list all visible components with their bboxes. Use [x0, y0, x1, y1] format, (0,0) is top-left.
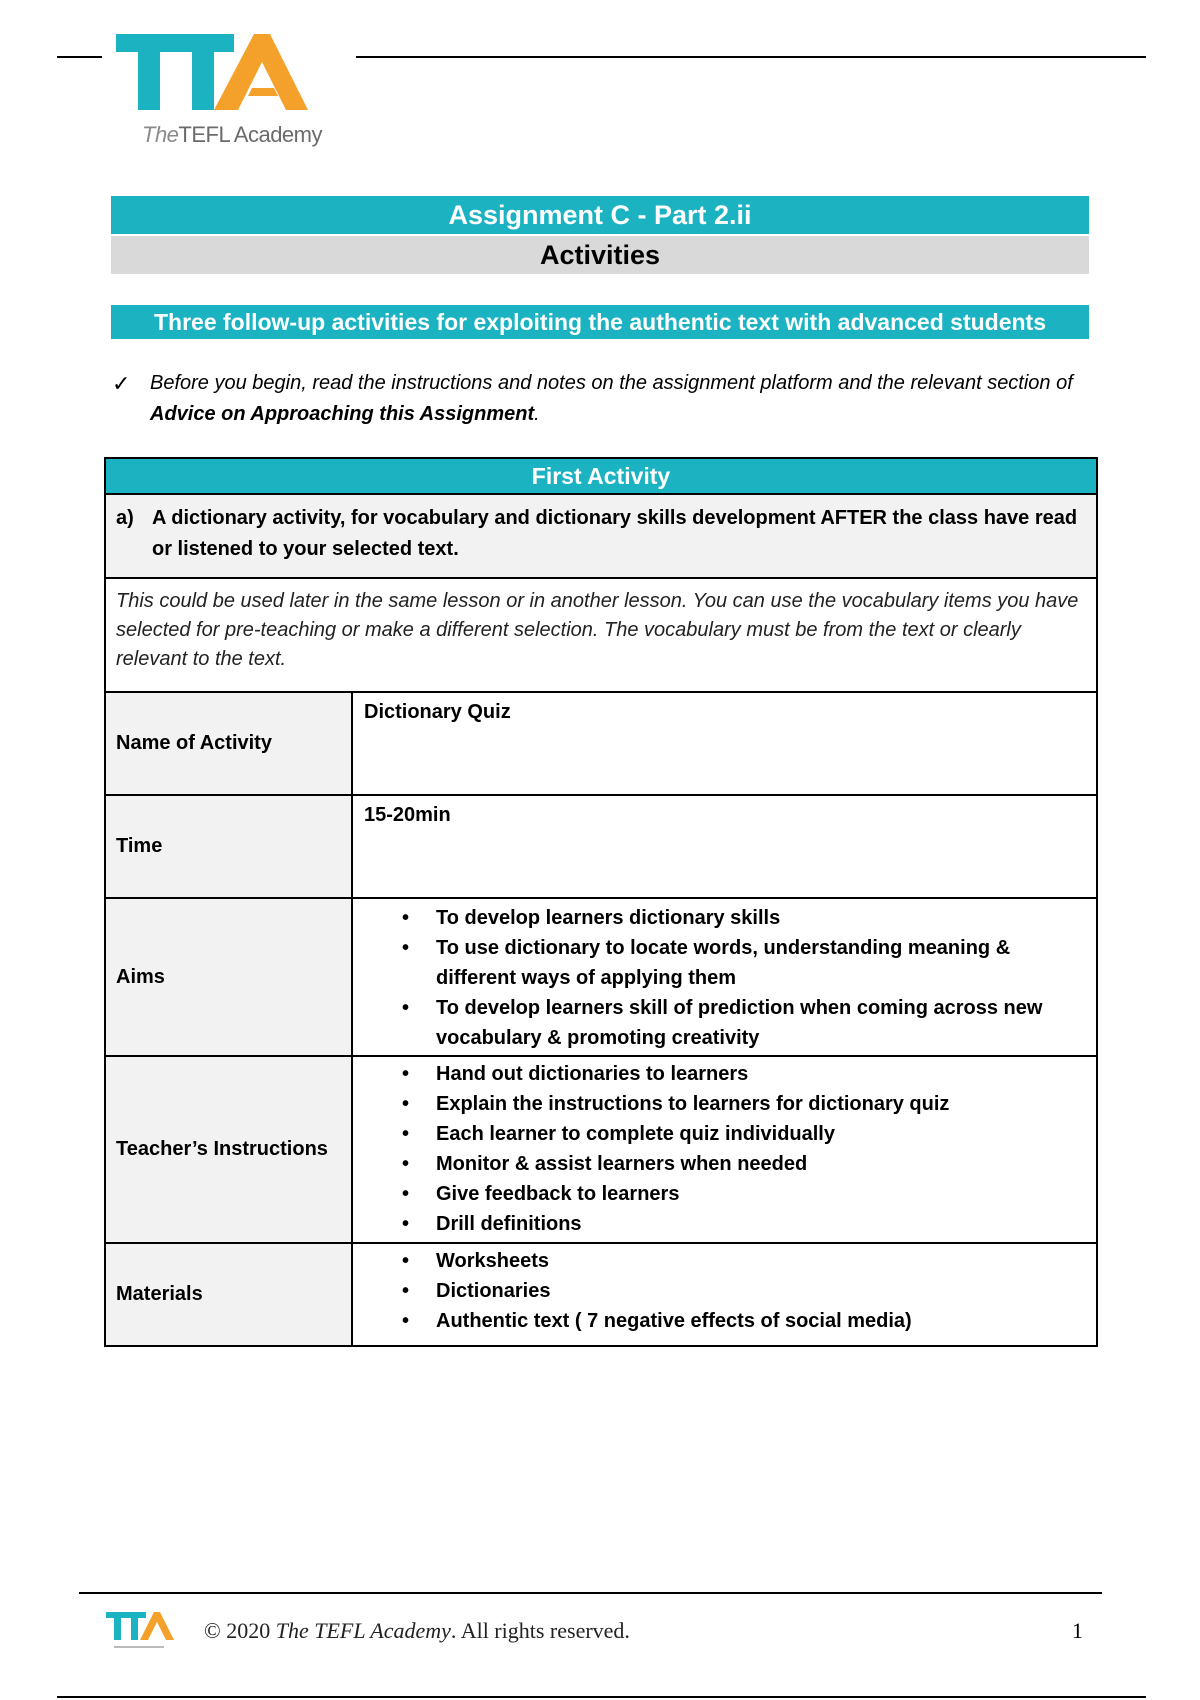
teachers-instructions-label: Teacher’s Instructions — [105, 1056, 352, 1243]
list-item: • Monitor & assist learners when needed — [402, 1153, 808, 1175]
list-item: • To develop learners dictionary skills — [402, 907, 781, 929]
instruction-note — [112, 368, 1092, 430]
name-of-activity-value: Dictionary Quiz — [352, 692, 1097, 795]
list-item: • To develop learners skill of prediction when coming across new vocabulary & promoting creativity — [402, 997, 1043, 1049]
footer-rule — [79, 1592, 1102, 1594]
aims-list — [364, 903, 1085, 1053]
materials-label: Materials — [105, 1243, 352, 1346]
list-item: • Authentic text ( 7 negative effects of social media) — [402, 1310, 912, 1332]
list-item: • Give feedback to learners — [402, 1183, 680, 1205]
assignment-title: Assignment C - Part 2.ii — [111, 196, 1089, 234]
aims-list-cell — [352, 898, 1097, 1056]
task-description: a) A dictionary activity, for vocabulary and dictionary skills development AFTER the class have read or listened to your selected text. — [105, 494, 1097, 578]
aims-label: Aims — [105, 898, 352, 1056]
instructions-list-cell — [352, 1056, 1097, 1243]
page-subtitle: Activities — [111, 236, 1089, 274]
note-text: Before you begin, read the instructions and notes on the assignment platform and the relevant section of Advice on Approaching this Assignment. — [150, 372, 1073, 425]
materials-list — [364, 1246, 1085, 1336]
list-item: • Drill definitions — [402, 1213, 582, 1235]
section-banner: Three follow-up activities for exploiting the authentic text with advanced students — [111, 305, 1089, 339]
tta-logo-icon — [102, 30, 354, 122]
tta-logo — [102, 30, 354, 152]
page-number: 1 — [1072, 1618, 1083, 1643]
copyright-text: © 2020 The TEFL Academy. All rights reserved. — [204, 1618, 630, 1643]
list-item: • Each learner to complete quiz individually — [402, 1123, 835, 1145]
name-of-activity-label: Name of Activity — [105, 692, 352, 795]
activity-guidance: This could be used later in the same lesson or in another lesson. You can use the vocabulary items you have selected for pre-teaching or make a different selection. The vocabulary must be from the text or clearly relevant to the text. — [105, 578, 1097, 692]
bottom-rule — [57, 1696, 1146, 1698]
checkmark-icon: ✓ — [112, 371, 131, 396]
list-item: • To use dictionary to locate words, understanding meaning & different ways of applying them — [402, 937, 1011, 989]
list-item: • Hand out dictionaries to learners — [402, 1063, 749, 1085]
materials-list-cell — [352, 1243, 1097, 1346]
list-item: • Worksheets — [402, 1250, 550, 1272]
logo-tagline: TheTEFL Academy — [142, 122, 322, 147]
header-rule-left — [57, 56, 102, 58]
activity-header: First Activity — [105, 458, 1097, 494]
time-label: Time — [105, 795, 352, 898]
instructions-list — [364, 1059, 1085, 1239]
list-item: • Dictionaries — [402, 1280, 551, 1302]
first-activity-table — [104, 457, 1098, 1347]
time-value: 15-20min — [352, 795, 1097, 898]
header-rule-right — [356, 56, 1146, 58]
list-item: • Explain the instructions to learners for dictionary quiz — [402, 1093, 950, 1115]
footer-logo-icon — [104, 1610, 180, 1656]
